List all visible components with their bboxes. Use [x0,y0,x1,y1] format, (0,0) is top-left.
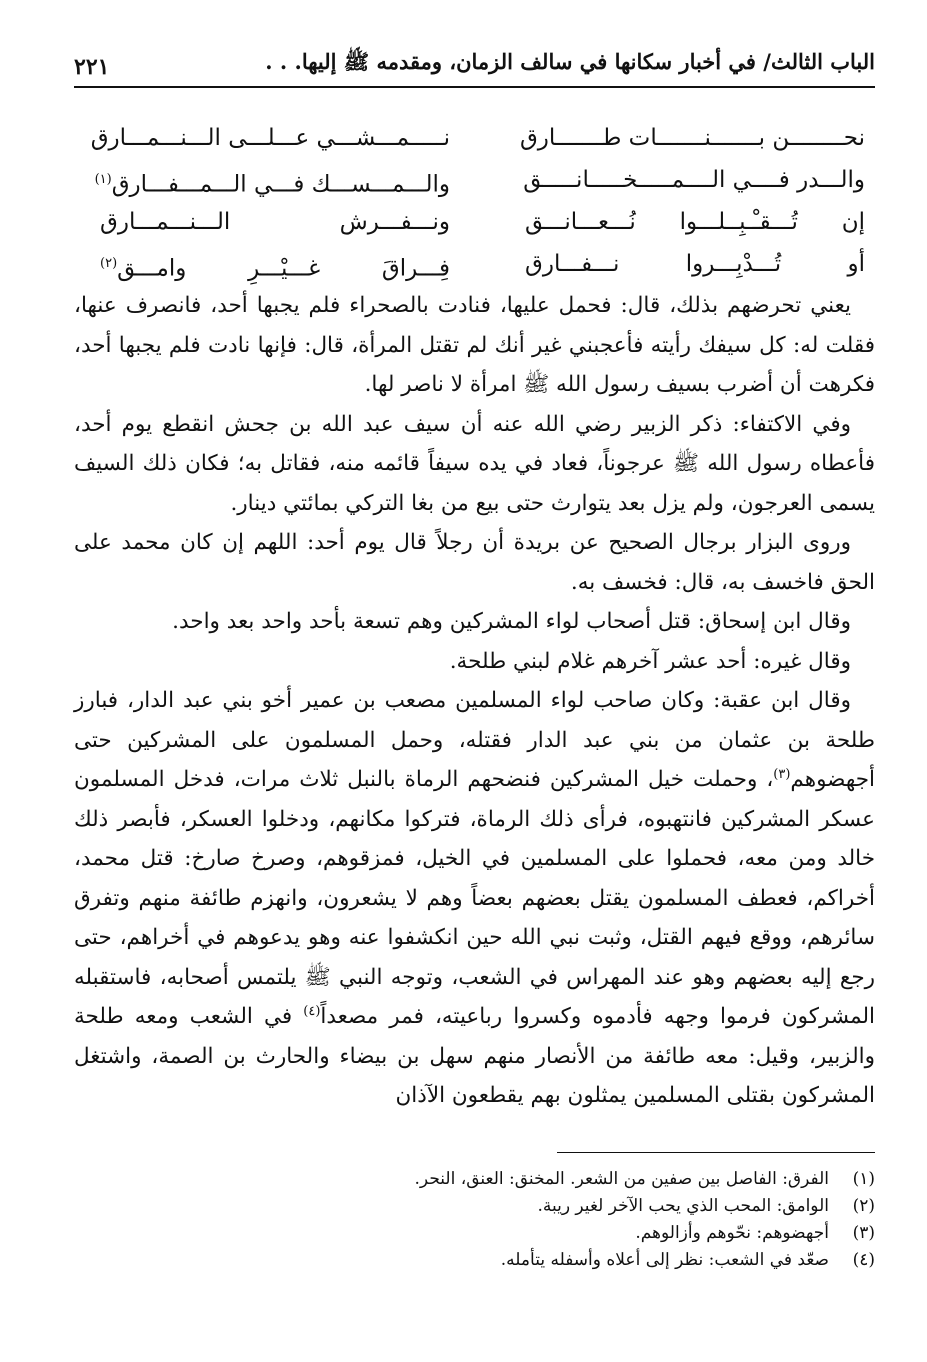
poem-hemistich: والـــمـــســـك فـــي الـــمـــفـــارق$^{(١)}$ [94,171,450,198]
footnote-text: الفرق: الفاصل بين صفين من الشعر. المخنق: العنق، النحر. [414,1169,829,1189]
footnote-marker: (٢) [100,256,118,271]
footnote-marker: (١) [94,172,112,187]
paragraph: يعني تحرضهم بذلك، قال: فحمل عليها، فنادت بالصحراء فلم يجبها أحد، فانصرف عنها، فقلت له: كل سيفك رأيته فأعجبني غير أنك لم تقتل المرأة، قال: فإنها نادت فلم يجبها أحد، فكرهت أن أضرب بسيف رسول الله ﷺ امرأة لا ناصر لها. [74,293,875,397]
footnote [74,1220,875,1247]
footnote-text: الوامق: المحب الذي يحب الآخر لغير ريبة. [537,1196,829,1216]
poem-hemistich: نحــــــــن بـــــــنـــــــات طـــــــارق [519,125,865,151]
poem [90,118,865,286]
poem-hemistich: إن تُـــقـْـبِــلـــوا نُـــعـــانـــق [525,209,865,235]
poem-hemistich: والـــدر فــــي الــــمـــــخـــــانـــــق [523,167,865,193]
paragraph: وروى البزار برجال الصحيح عن بريدة أن رجلاً قال يوم أحد: اللهم إن كان محمد على الحق فاخسف به، قال: فخسف به. [74,530,875,595]
poem-hemistich: أو تُـــدْبِـــروا نـــفـــارق [525,251,865,277]
footnotes [74,1166,875,1274]
poem-verse [100,202,865,244]
footnote [74,1166,875,1193]
footnote-marker: (٣) [773,766,791,782]
poem-verse [94,160,865,202]
footnote-number: (١) [852,1169,875,1189]
page-number: ٢٢١ [74,54,110,80]
main-text [74,286,875,1116]
footnote-number: (٤) [852,1250,875,1270]
page-header [74,44,875,88]
paragraph: وقال ابن عقبة: وكان صاحب لواء المسلمين مصعب بن عمير أخو بني عبد الدار، فبارز طلحة بن عثمان من بني عبد الدار فقتله، وحمل المسلمون على المشركين حتى أجهضوهم$^{(٣)}$، وحملت خيل المشركين فنضحهم الرماة بالنبل ثلاث مرات، فدخل المسلمون عسكر المشركين فانتهبوه، فرأى ذلك الرماة، فتركوا مكانهم، ودخلوا العسكر، فأبصر ذلك خالد ومن معه، فحملوا على المسلمين في الخيل، فمزقوهم، وصرخ صارخ: قتل محمد، أخراكم، فعطف المسلمون يقتل بعضهم بعضاً وهم لا يشعرون، وانهزم طائفة منهم وتفرق سائرهم، ووقع فيهم القتل، وثبت نبي الله حين انكشفوا عنه وهو يدعوهم في أخراهم، حتى رجع إليه بعضهم وهو عند المهراس في الشعب، وتوجه النبي ﷺ يلتمس أصحابه، فاستقبله المشركون فرموا وجهه فأدموه وكسروا رباعيته، فمر مصعداً$^{(٤)}$ في الشعب ومعه طلحة والزبير، وقيل: معه طائفة من الأنصار منهم سهل بن بيضاء والحارث بن الصمة، واشتغل المشركون بقتلى المسلمين يمثلون بهم يقطعون الآذان [74,688,876,1108]
poem-hemistich: فِـــراقَ غـــيْـــرِ وامـــق$^{(٢)}$ [100,255,450,282]
footnote [74,1193,875,1220]
poem-hemistich: ونـــفـــرش الـــنـــمـــارق [100,209,450,235]
footnote-number: (٢) [852,1196,875,1216]
footnote-divider [557,1152,875,1153]
poem-verse [100,244,865,286]
footnote-number: (٣) [852,1223,875,1243]
poem-hemistich: نـــــمـــشـــي عـــلـــى الـــنـــمـــارق [90,125,450,151]
footnote-text: صعّد في الشعب: نظر إلى أعلاه وأسفله يتأمله. [500,1250,829,1270]
poem-verse [90,118,865,160]
paragraph: وقال غيره: أحد عشر آخرهم غلام لبني طلحة. [449,648,851,674]
footnote-marker: (٤) [303,1003,321,1019]
paragraph: وفي الاكتفاء: ذكر الزبير رضي الله عنه أن سيف عبد الله بن جحش انقطع يوم أحد، فأعطاه رسول الله ﷺ عرجوناً، فعاد في يده سيفاً قائمه منه، فقاتل به؛ فكان ذلك السيف يسمى العرجون، ولم يزل بعد يتوارث حتى بيع من بغا التركي بمائتي دينار. [74,411,875,516]
running-head: الباب الثالث/ في أخبار سكانها في سالف الزمان، ومقدمه ﷺ إليها. . . [265,49,875,74]
paragraph: وقال ابن إسحاق: قتل أصحاب لواء المشركين وهم تسعة بأحد واحد بعد واحد. [172,609,851,634]
footnote-text: أجهضوهم: نحّوهم وأزالوهم. [635,1223,829,1243]
footnote [74,1247,875,1274]
